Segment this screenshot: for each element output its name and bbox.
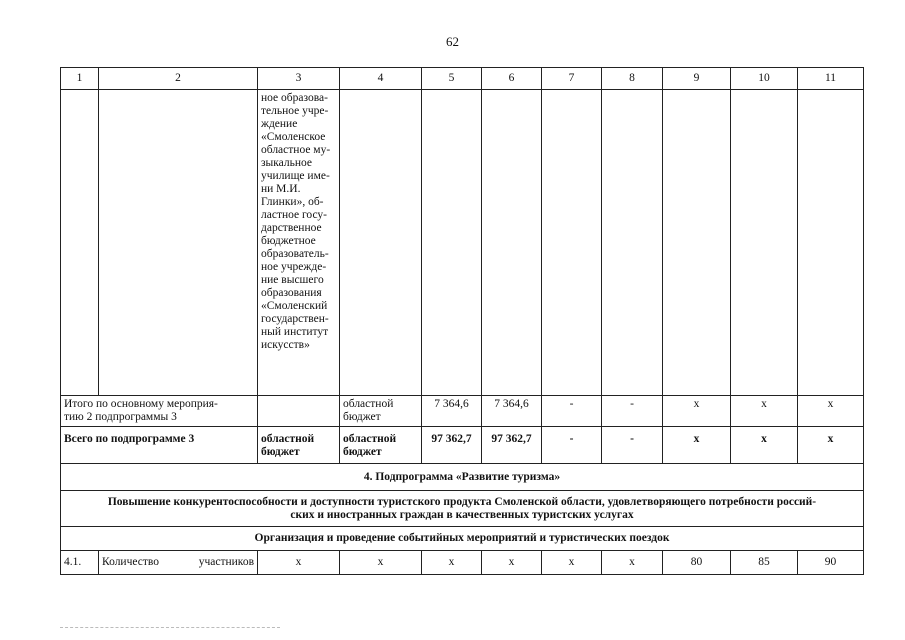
vsego-row (61, 427, 864, 464)
indicator-c5: x (422, 551, 482, 575)
col-header: 10 (731, 68, 798, 90)
table-cell-empty (798, 90, 864, 396)
goal-text: Повышение конкурентоспособности и доступности туристского продукта Смоленской области, удовлетворяющего потребности россий- ских и иностранных граждан в качественных туристских услугах (61, 491, 864, 527)
vsego-ind3: x (798, 427, 864, 464)
vsego-ind2: x (731, 427, 798, 464)
col-header: 1 (61, 68, 99, 90)
itogo-ind2: x (731, 396, 798, 427)
goal-row (61, 491, 864, 527)
indicator-c7: x (542, 551, 602, 575)
section-title-row (61, 464, 864, 491)
continuation-row (61, 90, 864, 396)
itogo-total: 7 364,6 (422, 396, 482, 427)
vsego-col3: областной бюджет (258, 427, 340, 464)
task-row (61, 527, 864, 551)
col-header: 5 (422, 68, 482, 90)
itogo-row (61, 396, 864, 427)
indicator-c3: x (258, 551, 340, 575)
indicator-c9: 80 (663, 551, 731, 575)
column-number-row (61, 68, 864, 90)
table-cell-empty (663, 90, 731, 396)
col-header: 3 (258, 68, 340, 90)
task-text: Организация и проведение событийных мероприятий и туристических поездок (61, 527, 864, 551)
col-header: 8 (602, 68, 663, 90)
vsego-year3: - (602, 427, 663, 464)
vsego-year1: 97 362,7 (482, 427, 542, 464)
table-cell-empty (731, 90, 798, 396)
table-cell-empty (542, 90, 602, 396)
executor-cell: ное образова- тельное учре- ждение «Смоленское областное му- зыкальное училище име- ни М.И. Глинки», об- ластное госу- дарственное бюджетное образователь- ное учрежде- ние высшего образования «Смоленский государствен- ный институт искусств» (258, 90, 340, 396)
itogo-ind1: x (663, 396, 731, 427)
col-header: 7 (542, 68, 602, 90)
col-header: 6 (482, 68, 542, 90)
indicator-label-word: участников (198, 556, 254, 568)
table-cell-empty (340, 90, 422, 396)
indicator-c6: x (482, 551, 542, 575)
section-title: 4. Подпрограмма «Развитие туризма» (61, 464, 864, 491)
itogo-year1: 7 364,6 (482, 396, 542, 427)
vsego-source: областной бюджет (340, 427, 422, 464)
row-number: 4.1. (61, 551, 99, 575)
vsego-label: Всего по подпрограмме 3 (61, 427, 258, 464)
indicator-c11: 90 (798, 551, 864, 575)
itogo-ind3: x (798, 396, 864, 427)
col-header: 11 (798, 68, 864, 90)
indicator-c4: x (340, 551, 422, 575)
itogo-year2: - (542, 396, 602, 427)
itogo-source: областной бюджет (340, 396, 422, 427)
col-header: 9 (663, 68, 731, 90)
indicator-c8: x (602, 551, 663, 575)
table-cell-empty (602, 90, 663, 396)
table-cell-empty (422, 90, 482, 396)
scan-artifact-line (60, 627, 280, 629)
vsego-year2: - (542, 427, 602, 464)
col-header: 2 (99, 68, 258, 90)
page-number: 62 (446, 34, 459, 49)
vsego-ind1: x (663, 427, 731, 464)
col-header: 4 (340, 68, 422, 90)
table-cell-empty (99, 90, 258, 396)
indicator-row-4-1 (61, 551, 864, 575)
indicator-c10: 85 (731, 551, 798, 575)
vsego-total: 97 362,7 (422, 427, 482, 464)
indicator-label-word: Количество (102, 556, 159, 568)
table-cell-empty (61, 90, 99, 396)
indicator-label (99, 551, 258, 575)
program-table (60, 67, 864, 575)
itogo-year3: - (602, 396, 663, 427)
table-cell-empty (482, 90, 542, 396)
table-cell-empty (258, 396, 340, 427)
itogo-label: Итого по основному мероприя- тию 2 подпрограммы 3 (61, 396, 258, 427)
